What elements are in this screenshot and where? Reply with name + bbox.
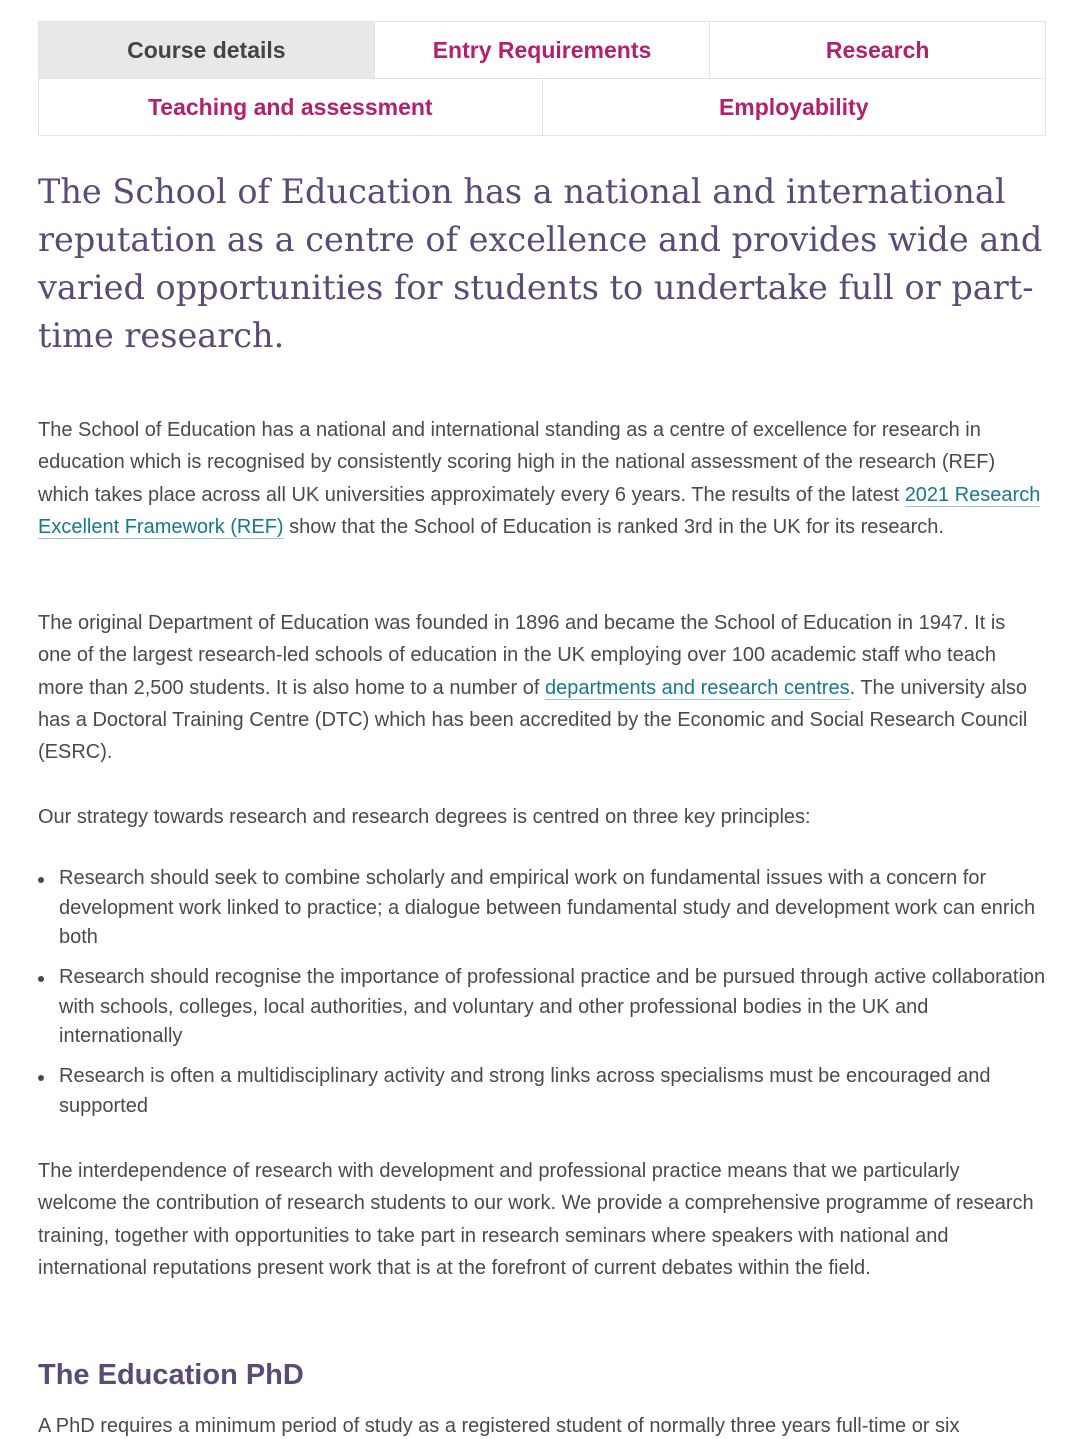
- tab-teaching-and-assessment[interactable]: Teaching and assessment: [38, 78, 543, 136]
- paragraph-history-text-after: . The university also has a Doctoral Training Centre (DTC) which has been accredited by the Economic and Social Research Council (ESRC).: [38, 676, 1028, 764]
- list-item: Research is often a multidisciplinary activity and strong links across specialisms must be encouraged and supported: [38, 1062, 1048, 1121]
- paragraph-phd: A PhD requires a minimum period of study as a registered student of normally three years full-time or six: [38, 1415, 960, 1437]
- tab-row-1: [38, 21, 1046, 79]
- list-item: Research should recognise the importance of professional practice and be pursued through active collaboration with schools, colleges, local authorities, and voluntary and other professional bodies in the UK and internationally: [38, 963, 1048, 1052]
- intro-heading: The School of Education has a national and international reputation as a centre of excellence and provides wide and varied opportunities for students to undertake full or part-time research.: [38, 172, 1043, 355]
- tab-employability[interactable]: Employability: [543, 78, 1047, 136]
- paragraph-ref: [38, 414, 1042, 543]
- departments-and-research-centres-link[interactable]: departments and research centres: [544, 676, 850, 699]
- paragraph-history-text-before: The original Department of Education was founded in 1896 and became the School of Education in 1947. It is one of the largest research-led schools of education in the UK employing over 100 academic staff who teach more than 2,500 students. It is also home to a number of: [38, 612, 1006, 699]
- paragraph-history: [38, 607, 1042, 768]
- course-tabs: [38, 21, 1046, 136]
- tab-entry-requirements[interactable]: Entry Requirements: [375, 21, 711, 79]
- paragraph-strategy: Our strategy towards research and research degrees is centred on three key principles:: [38, 806, 811, 828]
- paragraph-ref-text-after: show that the School of Education is ranked 3rd in the UK for its research.: [283, 515, 944, 538]
- list-item: Research should seek to combine scholarly and empirical work on fundamental issues with a concern for development work linked to practice; a dialogue between fundamental study and development work can enrich both: [38, 864, 1048, 953]
- tab-course-details[interactable]: Course details: [38, 21, 375, 79]
- ref-2021-link[interactable]: 2021 Research Excellent Framework (REF): [38, 483, 1041, 538]
- paragraph-ref-text-before: The School of Education has a national and international standing as a centre of excellence for research in education which is recognised by consistently scoring high in the national assessment of the research (REF) which takes place across all UK universities approximately every 6 years. The results of the latest: [38, 419, 996, 506]
- section-title-education-phd: The Education PhD: [38, 1359, 304, 1391]
- tab-row-2: [38, 78, 1046, 136]
- tab-research[interactable]: Research: [710, 21, 1046, 79]
- paragraph-interdependence: The interdependence of research with development and professional practice means that we particularly welcome the contribution of research students to our work. We provide a comprehensive programme of research training, together with opportunities to take part in research seminars where speakers with national and international reputations present work that is at the forefront of current debates within the field.: [38, 1160, 1034, 1279]
- principles-list: [38, 864, 1048, 1132]
